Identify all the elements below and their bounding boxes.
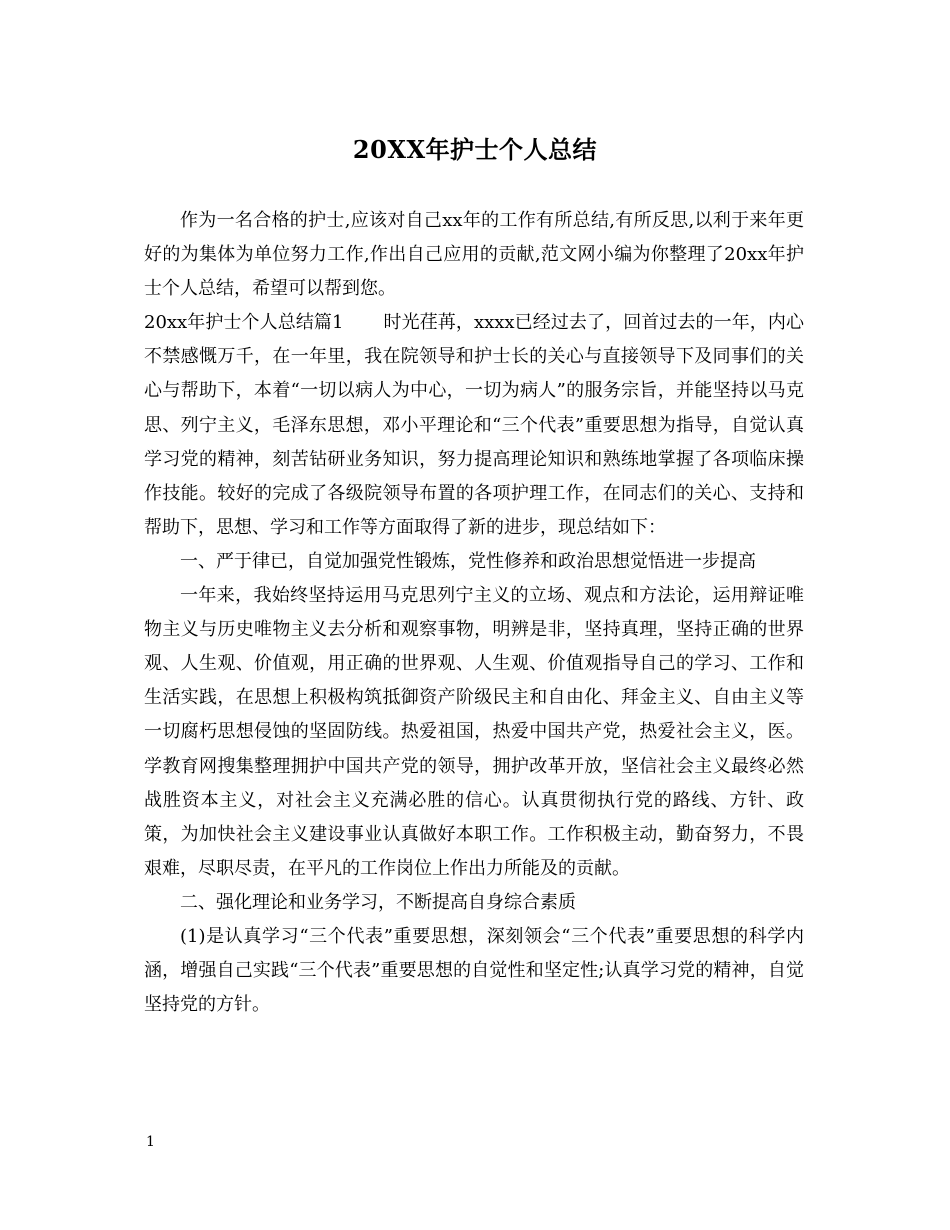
- body-paragraph-3: (1)是认真学习“三个代表”重要思想，深刻领会“三个代表”重要思想的科学内涵，增强自己实践“三个代表”重要思想的自觉性和坚定性;认真学习党的精神，自觉坚持党的方针。: [144, 925, 804, 1016]
- intro-paragraph: 作为一名合格的护士,应该对自己xx年的工作有所总结,有所反思,以利于来年更好的为集体为单位努力工作,作出自己应用的贡献,范文网小编为你整理了20xx年护士个人总结，希望可以帮到您。: [144, 210, 804, 300]
- heading-two: 二、强化理论和业务学习，不断提高自身综合素质: [180, 891, 576, 913]
- document-title: 20XX年护士个人总结: [352, 135, 598, 164]
- section-lead: 20xx年护士个人总结篇1: [144, 312, 344, 334]
- page-number: 1: [146, 1134, 155, 1150]
- section-paragraph-1-text: 时光荏苒，xxxx已经过去了，回首过去的一年，内心不禁感慨万千，在一年里，我在院领导和护士长的关心与直接领导下及同事们的关心与帮助下，本着“一切以病人为中心，一切为病人”的服务宗旨，并能坚持以马克思、列宁主义，毛泽东思想，邓小平理论和“三个代表”重要思想为指导，自觉认真学习党的精神，刻苦钻研业务知识，努力提高理论知识和熟练地掌握了各项临床操作技能。较好的完成了各级院领导布置的各项护理工作，在同志们的关心、支持和帮助下，思想、学习和工作等方面取得了新的进步，现总结如下：: [144, 312, 804, 538]
- section-paragraph-1: [144, 306, 804, 545]
- document-body: [144, 204, 804, 1022]
- heading-one: 一、严于律已，自觉加强党性锻炼，党性修养和政治思想觉悟进一步提高: [180, 550, 756, 572]
- body-paragraph-2: 一年来，我始终坚持运用马克思列宁主义的立场、观点和方法论，运用辩证唯物主义与历史唯物主义去分析和观察事物，明辨是非，坚持真理，坚持正确的世界观、人生观、价值观，用正确的世界观、人生观、价值观指导自己的学习、工作和生活实践，在思想上积极构筑抵御资产阶级民主和自由化、拜金主义、自由主义等一切腐朽思想侵蚀的坚固防线。热爱祖国，热爱中国共产党，热爱社会主义，医。学教育网搜集整理拥护中国共产党的领导，拥护改革开放，坚信社会主义最终必然战胜资本主义，对社会主义充满必胜的信心。认真贯彻执行党的路线、方针、政策，为加快社会主义建设事业认真做好本职工作。工作积极主动，勤奋努力，不畏艰难，尽职尽责，在平凡的工作岗位上作出力所能及的贡献。: [144, 585, 804, 879]
